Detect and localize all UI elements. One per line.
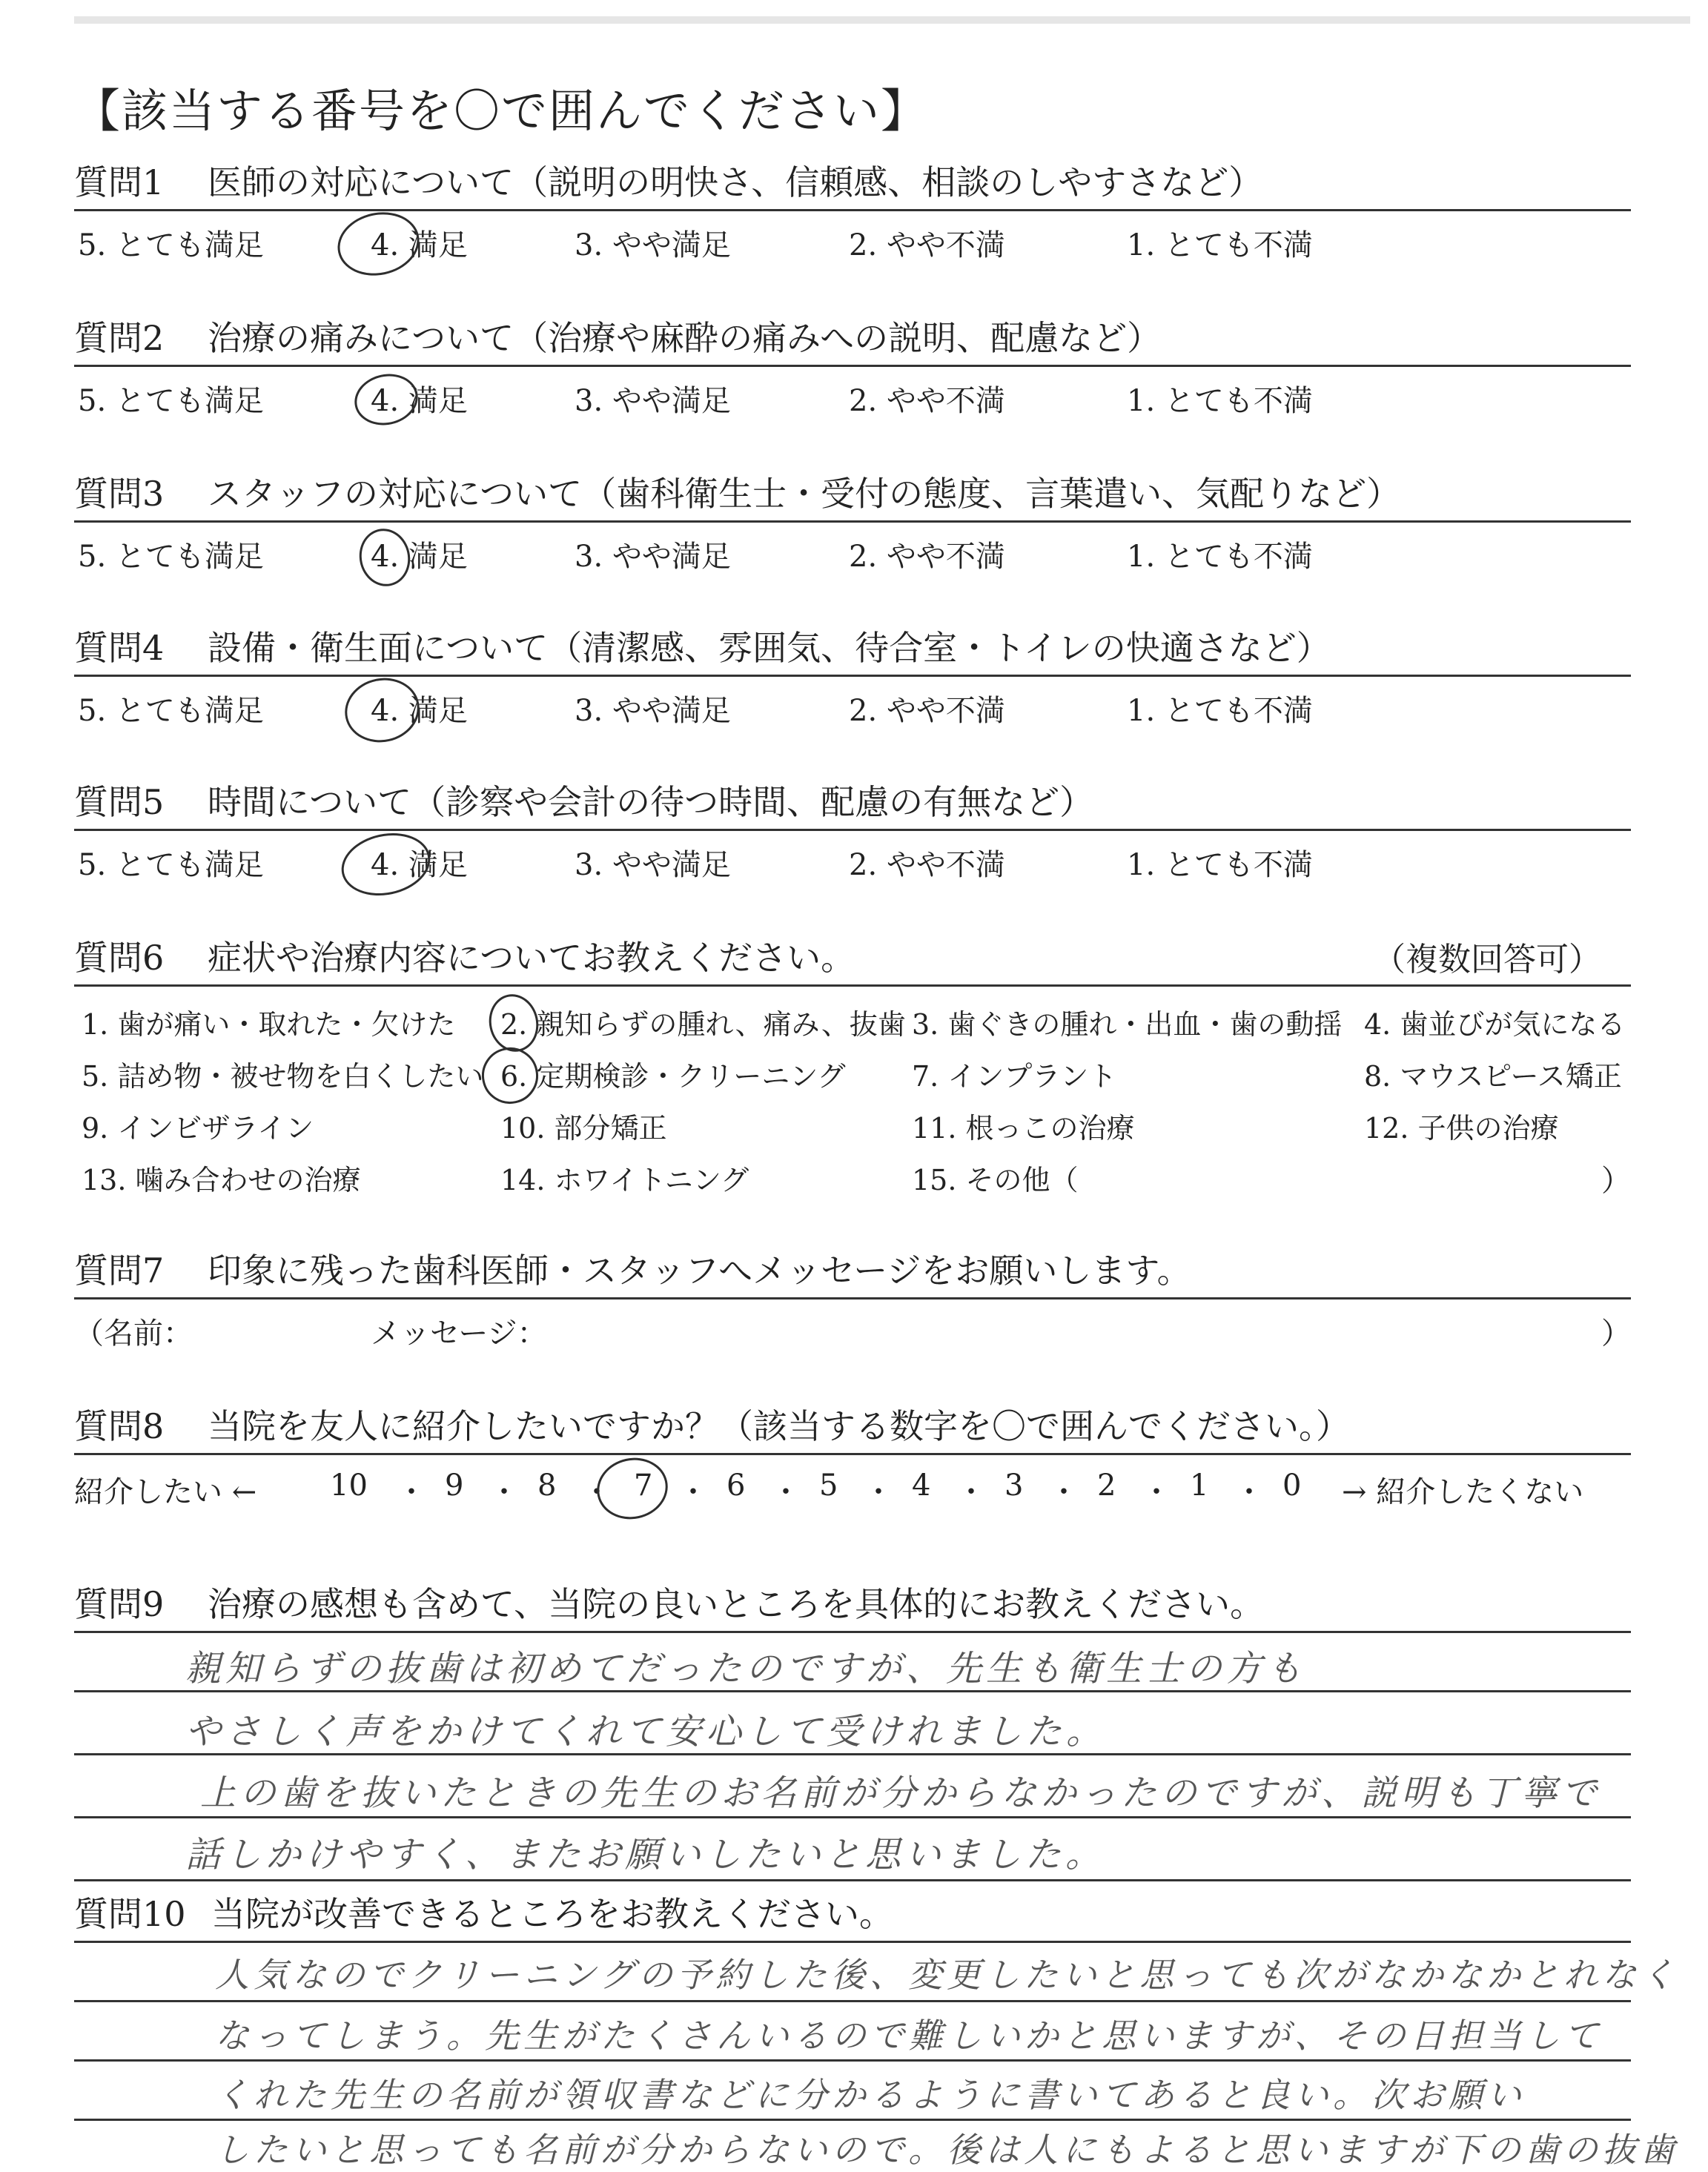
scale-right-label: → 紹介したくない bbox=[1342, 1475, 1584, 1509]
question-8 bbox=[74, 1401, 1631, 1514]
option-satisfied[interactable]: 4. 満足 bbox=[371, 540, 468, 574]
handwritten-answer-line: くれた先生の名前が領収書などに分かるように書いてあると良い。次お願い bbox=[215, 2075, 1526, 2115]
question-4 bbox=[74, 623, 1631, 729]
ruled-line bbox=[74, 1941, 1631, 1943]
scale-value[interactable]: 3 bbox=[1004, 1469, 1024, 1503]
option-somewhat-dissatisfied[interactable]: 2. やや不満 bbox=[849, 228, 1005, 262]
ruled-line bbox=[74, 1631, 1631, 1633]
handwritten-answer-line: 上の歯を抜いたときの先生のお名前が分からなかったのですが、説明も丁寧で bbox=[200, 1772, 1602, 1814]
question-text: 設備・衛生面について（清潔感、雰囲気、待合室・トイレの快適さなど） bbox=[208, 628, 1331, 668]
question-number: 質問6 bbox=[74, 938, 165, 978]
symptom-option[interactable]: 15. その他（ bbox=[912, 1164, 1079, 1196]
question-text: 印象に残った歯科医師・スタッフへメッセージをお願いします。 bbox=[208, 1251, 1191, 1291]
scale-value[interactable]: 0 bbox=[1282, 1469, 1302, 1503]
question-text: 当院が改善できるところをお教えください。 bbox=[211, 1894, 893, 1934]
question-6 bbox=[74, 933, 1631, 1202]
symptom-option[interactable]: 8. マウスピース矯正 bbox=[1364, 1060, 1622, 1093]
option-very-satisfied[interactable]: 5. とても満足 bbox=[78, 384, 264, 418]
scale-dot: ・ bbox=[582, 1475, 612, 1509]
question-10 bbox=[74, 1889, 1680, 2170]
question-header bbox=[74, 623, 1631, 677]
symptom-option[interactable]: 13. 噛み合わせの治療 bbox=[82, 1164, 361, 1196]
question-number: 質問10 bbox=[74, 1894, 186, 1934]
scale-dot: ・ bbox=[864, 1475, 893, 1509]
scale-dot: ・ bbox=[1142, 1475, 1171, 1509]
option-satisfied[interactable]: 4. 満足 bbox=[371, 384, 468, 418]
scale-value[interactable]: 5 bbox=[819, 1469, 838, 1503]
ruled-line bbox=[74, 2000, 1631, 2002]
rating-options bbox=[74, 831, 1631, 883]
multiple-answers-note: （複数回答可） bbox=[1373, 941, 1601, 979]
symptom-option[interactable]: 10. 部分矯正 bbox=[500, 1112, 667, 1145]
question-text: 医師の対応について（説明の明快さ、信頼感、相談のしやすさなど） bbox=[208, 162, 1263, 202]
rating-options bbox=[74, 367, 1631, 419]
ruled-line bbox=[74, 1879, 1631, 1881]
handwritten-answer-line: 人気なのでクリーニングの予約した後、変更したいと思っても次がなかなかとれなく bbox=[215, 1955, 1680, 1995]
option-somewhat-dissatisfied[interactable]: 2. やや不満 bbox=[849, 384, 1005, 418]
symptom-option[interactable]: 3. 歯ぐきの腫れ・出血・歯の動揺 bbox=[912, 1008, 1343, 1041]
handwritten-answer-line: なってしまう。先生がたくさんいるので難しいかと思いますが、その日担当して bbox=[215, 2016, 1603, 2056]
question-number: 質問3 bbox=[74, 474, 165, 514]
symptom-option[interactable]: 7. インプラント bbox=[912, 1060, 1117, 1093]
question-header bbox=[74, 1401, 1631, 1455]
option-somewhat-dissatisfied[interactable]: 2. やや不満 bbox=[849, 848, 1005, 882]
option-very-dissatisfied[interactable]: 1. とても不満 bbox=[1127, 228, 1313, 262]
symptom-option[interactable]: 12. 子供の治療 bbox=[1364, 1112, 1559, 1145]
question-number: 質問7 bbox=[74, 1251, 165, 1291]
question-text: 当院を友人に紹介したいですか？（該当する数字を〇で囲んでください。） bbox=[208, 1406, 1350, 1446]
scale-dot: ・ bbox=[678, 1475, 708, 1509]
question-text: 症状や治療内容についてお教えください。 bbox=[208, 938, 855, 978]
handwritten-answer-line: 親知らずの抜歯は初めてだったのですが、先生も衛生士の方も bbox=[185, 1648, 1307, 1689]
scan-edge bbox=[74, 16, 1690, 24]
question-9 bbox=[74, 1579, 1631, 1898]
scale-value[interactable]: 8 bbox=[537, 1469, 557, 1503]
scale-left-label: 紹介したい ← bbox=[74, 1475, 257, 1509]
answer-area bbox=[74, 1941, 1680, 2170]
question-header bbox=[74, 157, 1631, 211]
option-somewhat-dissatisfied[interactable]: 2. やや不満 bbox=[849, 540, 1005, 574]
option-very-dissatisfied[interactable]: 1. とても不満 bbox=[1127, 540, 1313, 574]
handwritten-circle-mark bbox=[477, 1042, 543, 1109]
scale-value[interactable]: 4 bbox=[912, 1469, 931, 1503]
option-very-satisfied[interactable]: 5. とても満足 bbox=[78, 228, 264, 262]
option-satisfied[interactable]: 4. 満足 bbox=[371, 848, 468, 882]
symptom-option[interactable]: 5. 詰め物・被せ物を白くしたい bbox=[82, 1060, 484, 1093]
handwritten-circle-mark bbox=[339, 671, 426, 749]
scale-dot: ・ bbox=[397, 1475, 426, 1509]
symptom-option[interactable]: 9. インビザライン bbox=[82, 1112, 314, 1145]
option-very-satisfied[interactable]: 5. とても満足 bbox=[78, 848, 264, 882]
ruled-line bbox=[74, 1816, 1631, 1818]
scale-value[interactable]: 9 bbox=[445, 1469, 464, 1503]
name-label: （名前： bbox=[74, 1317, 193, 1351]
handwritten-circle-mark bbox=[592, 1451, 674, 1526]
ruled-line bbox=[74, 2119, 1631, 2121]
question-header bbox=[74, 933, 1631, 987]
symptom-option[interactable]: 1. 歯が痛い・取れた・欠けた bbox=[82, 1008, 456, 1041]
symptom-option[interactable]: 14. ホワイトニング bbox=[500, 1164, 749, 1196]
scale-dot: ・ bbox=[489, 1475, 519, 1509]
handwritten-circle-mark bbox=[336, 825, 436, 903]
scale-dot: ・ bbox=[956, 1475, 986, 1509]
other-close-paren: ） bbox=[1601, 1164, 1631, 1198]
message-row bbox=[74, 1299, 1631, 1351]
scale-dot: ・ bbox=[1049, 1475, 1079, 1509]
option-somewhat-satisfied[interactable]: 3. やや満足 bbox=[575, 848, 731, 882]
symptom-option[interactable]: 11. 根っこの治療 bbox=[912, 1112, 1135, 1145]
question-text: 時間について（診察や会計の待つ時間、配慮の有無など） bbox=[208, 782, 1094, 822]
option-somewhat-satisfied[interactable]: 3. やや満足 bbox=[575, 384, 731, 418]
question-3 bbox=[74, 468, 1631, 575]
question-5 bbox=[74, 777, 1631, 883]
handwritten-circle-mark bbox=[331, 205, 425, 282]
option-somewhat-dissatisfied[interactable]: 2. やや不満 bbox=[849, 694, 1005, 728]
option-very-dissatisfied[interactable]: 1. とても不満 bbox=[1127, 848, 1313, 882]
question-2 bbox=[74, 313, 1631, 419]
question-1 bbox=[74, 157, 1631, 263]
question-7 bbox=[74, 1245, 1631, 1351]
question-header bbox=[74, 1889, 1631, 1941]
question-text: スタッフの対応について（歯科衛生士・受付の態度、言葉遣い、気配りなど） bbox=[208, 474, 1401, 514]
scale-value[interactable]: 2 bbox=[1097, 1469, 1116, 1503]
symptom-options bbox=[74, 987, 1631, 1202]
recommend-scale bbox=[74, 1455, 1631, 1514]
question-number: 質問1 bbox=[74, 162, 165, 202]
handwritten-answer-line: 話しかけやすく、またお願いしたいと思いました。 bbox=[185, 1834, 1106, 1875]
option-somewhat-satisfied[interactable]: 3. やや満足 bbox=[575, 228, 731, 262]
question-number: 質問5 bbox=[74, 782, 165, 822]
ruled-line bbox=[74, 2059, 1631, 2062]
option-very-satisfied[interactable]: 5. とても満足 bbox=[78, 540, 264, 574]
message-close-paren: ） bbox=[1601, 1317, 1631, 1351]
question-text: 治療の痛みについて（治療や麻酔の痛みへの説明、配慮など） bbox=[208, 318, 1162, 358]
question-header bbox=[74, 777, 1631, 831]
handwritten-answer-line: したいと思っても名前が分からないので。後は人にもよると思いますが下の歯の抜歯 bbox=[215, 2130, 1680, 2170]
scale-value[interactable]: 7 bbox=[634, 1469, 653, 1503]
question-number: 質問9 bbox=[74, 1584, 165, 1624]
question-number: 質問4 bbox=[74, 628, 165, 668]
symptom-option[interactable]: 2. 親知らずの腫れ、痛み、抜歯 bbox=[500, 1008, 906, 1041]
option-satisfied[interactable]: 4. 満足 bbox=[371, 228, 468, 262]
option-satisfied[interactable]: 4. 満足 bbox=[371, 694, 468, 728]
symptom-option[interactable]: 4. 歯並びが気になる bbox=[1364, 1008, 1626, 1041]
option-very-dissatisfied[interactable]: 1. とても不満 bbox=[1127, 694, 1313, 728]
scale-dot: ・ bbox=[1234, 1475, 1264, 1509]
question-header bbox=[74, 468, 1631, 523]
question-number: 質問8 bbox=[74, 1406, 165, 1446]
page-title: 【該当する番号を〇で囲んでください】 bbox=[74, 84, 929, 138]
question-number: 質問2 bbox=[74, 318, 165, 358]
message-label: メッセージ： bbox=[371, 1317, 547, 1351]
question-header bbox=[74, 313, 1631, 367]
scale-dot: ・ bbox=[771, 1475, 801, 1509]
handwritten-circle-mark bbox=[484, 990, 544, 1056]
symptom-option[interactable]: 6. 定期検診・クリーニング bbox=[500, 1060, 846, 1093]
question-header bbox=[74, 1245, 1631, 1299]
option-somewhat-satisfied[interactable]: 3. やや満足 bbox=[575, 540, 731, 574]
rating-options bbox=[74, 677, 1631, 729]
answer-area bbox=[74, 1631, 1631, 1898]
handwritten-answer-line: やさしく声をかけてくれて安心して受けれました。 bbox=[185, 1711, 1107, 1752]
scale-value[interactable]: 10 bbox=[330, 1469, 368, 1503]
scale-value[interactable]: 1 bbox=[1190, 1469, 1209, 1503]
scale-value[interactable]: 6 bbox=[726, 1469, 746, 1503]
question-header bbox=[74, 1579, 1631, 1631]
option-very-dissatisfied[interactable]: 1. とても不満 bbox=[1127, 384, 1313, 418]
question-text: 治療の感想も含めて、当院の良いところを具体的にお教えください。 bbox=[208, 1584, 1265, 1624]
rating-options bbox=[74, 523, 1631, 575]
rating-options bbox=[74, 211, 1631, 263]
option-somewhat-satisfied[interactable]: 3. やや満足 bbox=[575, 694, 731, 728]
option-very-satisfied[interactable]: 5. とても満足 bbox=[78, 694, 264, 728]
